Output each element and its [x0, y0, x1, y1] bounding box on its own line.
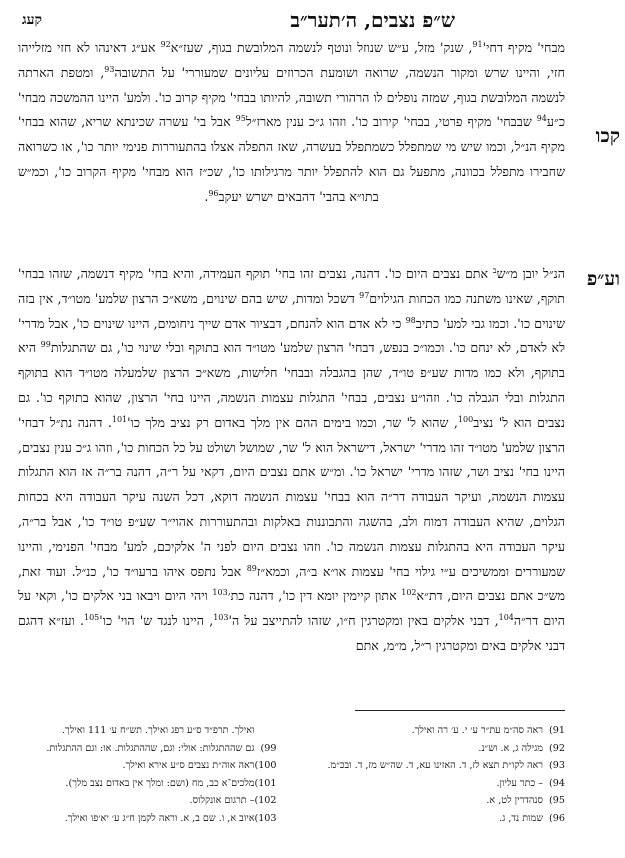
running-header: ש״פ נצבים, ה׳תער״ב — [290, 8, 455, 32]
footnote — [307, 740, 566, 758]
footnotes — [18, 722, 565, 827]
footnotes-left-column — [18, 722, 277, 827]
footnote-text: מלכים־א כב, מח (ושם: ומלך אין באדום נצב מלך). — [65, 777, 255, 789]
text-segment: . דהנה נת״ל דבחי' הרצון שלמע' מטו״ד זהו מדרי' ישראל, דישראל הוא ל' שר, שמושל ושולט על כל הכחות כו', וזהו ג״כ ענין נצבים, היינו בחי' נציב ושר, שזהו מדרי' ישראל כו'. ומ״ש אתם נצבים היום, דקאי על ר״ה, דהנה בר״ה אז הוא התגלות עצמות הנשמה, ועיקר העבודה דר״ה הוא בבחי' עצמות הנשמה דוקא, דכל השנה עיקר העבודה היא בכחות הגלוים, שהיא העבודה דמוח ולב, בהשגה והתבוננות באלקות ובהתעוררות אהוי״ר שע״פ טו״ד כו', אבל בר״ה, עיקר העבודה היא בהתגלות עצמות הנשמה כו'. וזהו נצבים היום לפני ה' אלקיכם, למע' מבחי' הפנימי, והיינו שמעוררים וממשיכים ע״י גילוי בחי' עצמות או״א ב״ה, וכמא״ז — [18, 414, 565, 579]
footnote — [307, 775, 566, 793]
footnote — [307, 722, 566, 740]
paragraph-1 — [18, 36, 565, 210]
footnote-ref: 96 — [208, 188, 219, 198]
footnote-ref: 91 — [472, 39, 483, 49]
footnote — [18, 757, 277, 775]
text-segment: מבחי' מקיף דחי' — [482, 40, 565, 55]
footnote-ref: 104 — [498, 612, 514, 622]
footnote — [18, 740, 277, 758]
footnote-number: 100) — [254, 760, 277, 771]
text-segment: אבל בי' עשרה שכינתא שריא, שהוא בבחי' מקיף הנ״ל, וכמו שיש מי שמתפלל כשמתפלל בעשרה, שאז התפלה אצלו בהתעוררות פנימי יותר כו', או כשרואה שחבירו מתפלל בכוונה, מתפעל גם הוא להתפלל יותר מרגילותו כו', שכ״ז הוא מבחי' מקיף הקרוב כו', וכמ״ש בתו״א בהבי' דהבאים ישרש יעקב — [18, 114, 565, 204]
footnote-text: גם שההתגלות: אולי: וגם, שההתגלות. או: וגם ההתגלות. — [46, 742, 255, 754]
footnote-number: 91) — [549, 725, 565, 736]
text-segment: דשכל ומדות, שיש בהם שינוים, משא״כ הרצון שלמע' מטו״ד, אין בזה שינוים כו'. וכמו גבי למע' כתיב — [18, 290, 565, 331]
footnote-text: שמות נד, ג. — [499, 812, 543, 824]
footnote — [18, 722, 277, 740]
footnote-ref: 98 — [405, 315, 416, 325]
text-segment: , היינו לנגד ש' הוי' כו' — [99, 613, 214, 629]
footnote-text: ראה אוה״ת נצבים ס״ע אירא ואילך. — [122, 760, 255, 771]
footnote-ref: 101 — [111, 414, 128, 424]
text-segment: , ומטפת הארתה לנשמה המלובשת בגוף, שמזה נופלים לו הרהורי תשובה, להיותו בבחי' מקיף קרוב כו'. ולמע' היינו ההמשכה מבחי' כ״ע — [18, 64, 565, 130]
text-segment: , שנק' מזל, ע״ש שנוזל ונוטף לנשמה המלובשת בגוף, שעז״א — [170, 40, 473, 55]
text-segment: . ועז״א דהגם דבני אלקים באים ומקטרגין ר״ל, מ״מ, אתם — [18, 613, 565, 653]
text-segment: . — [204, 188, 209, 204]
footnote-number: 101) — [254, 777, 277, 789]
footnote-text: איוב א, ו. שם ב, א. וראה לקמן ח״ג ע׳ יא׳פו ואילך. — [64, 812, 255, 824]
footnote-ref: 94 — [536, 114, 547, 124]
text-segment: הנ״ל יובן מ״ש — [496, 266, 565, 281]
text-segment: היא בתוקף, ולא כמו מדות שע״פ טו״ד, שהן בהגבלה ובבחי' חלישות, משא״כ הרצון שלמעלה מטו״ד הוא בתוקף התגלות ובלי הגבלה כו'. וזהו״ע נצבים, בבחי' התגלות עצמות הנשמה, היינו בחי' הרצון, שהוא בתוקף כו'. גם נצבים הוא ל' נציב — [18, 340, 565, 430]
footnote-ref: 97 — [359, 290, 370, 300]
footnote-number — [255, 722, 277, 740]
footnote-divider — [355, 710, 565, 711]
footnote-ref: 105 — [83, 612, 100, 622]
footnote-ref: 99 — [40, 340, 51, 350]
text-segment: , דבני אלקים באין ומקטרגין ח״ו, שזהו להתייצב על ה' — [228, 613, 499, 629]
footnote — [307, 810, 566, 828]
text-segment: כי לא אדם הוא להנחם, דבציור אדם שייך ניחומים, היינו שינוים כו', אבל מדרי' לא לאדם, לא ינחם כו'. וכמו״כ בנפש, דבחי' הרצון שלמע' מטו״ד הוא בתוקף ובלי שינוי כו', גם שהתגלות — [18, 315, 565, 356]
footnote-number: 102) — [254, 795, 277, 806]
footnote-text: – תרגום אונקלוס. — [189, 795, 255, 806]
footnote-ref: ב — [492, 265, 497, 275]
paragraph-2 — [18, 262, 565, 659]
footnote — [307, 792, 566, 810]
footnote-ref: 93 — [104, 64, 115, 74]
footnote-number: 103) — [254, 812, 277, 824]
footnote-text: – כתר עליון. — [496, 777, 543, 789]
footnote-text: ראה סה״מ עת״ר ע׳ י. ע׳ רה ואילך. — [411, 725, 543, 736]
footnote-number: 93) — [549, 760, 565, 771]
footnote-number: 95) — [549, 795, 565, 806]
footnote-text: ואילך. תרפ״ד ס״ע רפג ואילך. תש״ח ע׳ 111 ואילך. — [61, 725, 255, 736]
footnote — [18, 775, 277, 793]
footnote-number: 99) — [260, 742, 277, 754]
footnote-number: 96) — [549, 812, 565, 824]
text-segment: אע״ג דאינהו לא חזי מזלייהו חזי, והיינו שרש ומקור הנשמה, שרואה ושומעת הכרוזים עליונים שמעוררי' על התשובה — [18, 40, 565, 80]
footnote — [307, 757, 566, 775]
footnote-text: ראה לקו״ת תצא לז, ד. האזינו עא, ד. שה״ש מז, ד. ובכ״מ. — [327, 760, 543, 771]
text-segment: אתון קיימין יומא דין כו', דהנה כת׳ — [227, 588, 402, 604]
text-segment: שבבחי' מקיף פרטי, בבחי' קירוב כו'. וזהו ג״כ ענין מארז״ל — [245, 114, 537, 130]
text-segment: , שהוא ל' שר, וכמו בימים ההם אין מלך באדום רק נציב מלך כו' — [127, 414, 458, 430]
text-segment: אתם נצבים היום כו'. דהנה, נצבים זהו בחי' תוקף העמידה, והיא בחי' מקיף דנשמה, שזהו בבחי' תוקף, שאינו משתנה כמו הכחות הגילוים — [18, 266, 565, 306]
footnote-number: 92) — [549, 742, 565, 754]
margin-note-section-start: וע״פ — [586, 268, 620, 290]
footnotes-right-column — [307, 722, 566, 827]
footnote-ref: 92 — [160, 39, 171, 49]
footnote-text: סנהדרין לט, א. — [486, 795, 543, 806]
footnote — [18, 810, 277, 828]
footnote-ref: 103 — [213, 612, 229, 622]
footnote-number: 94) — [549, 777, 565, 789]
footnote-ref: 89 — [246, 563, 257, 573]
margin-note-page-ref: קכו — [595, 125, 620, 147]
footnote-ref: 102 — [401, 588, 417, 598]
footnote — [18, 792, 277, 810]
text-segment: ויהי היום ויבאו בני אלקים כו', וקאי על היום דר״ה — [18, 588, 566, 629]
footnote-ref: 95 — [235, 114, 246, 124]
footnote-ref: 100 — [457, 414, 474, 424]
footnote-text: מגילה ג, א. וש״נ. — [478, 742, 543, 754]
page-number: קעג — [22, 12, 43, 28]
footnote-ref: 103 — [212, 588, 228, 598]
text-segment: אבל נתפס איהו ברעו״ד כו', כנ״ל. ועוד זאת, מש״כ אתם נצבים היום, דת״א — [18, 563, 565, 604]
